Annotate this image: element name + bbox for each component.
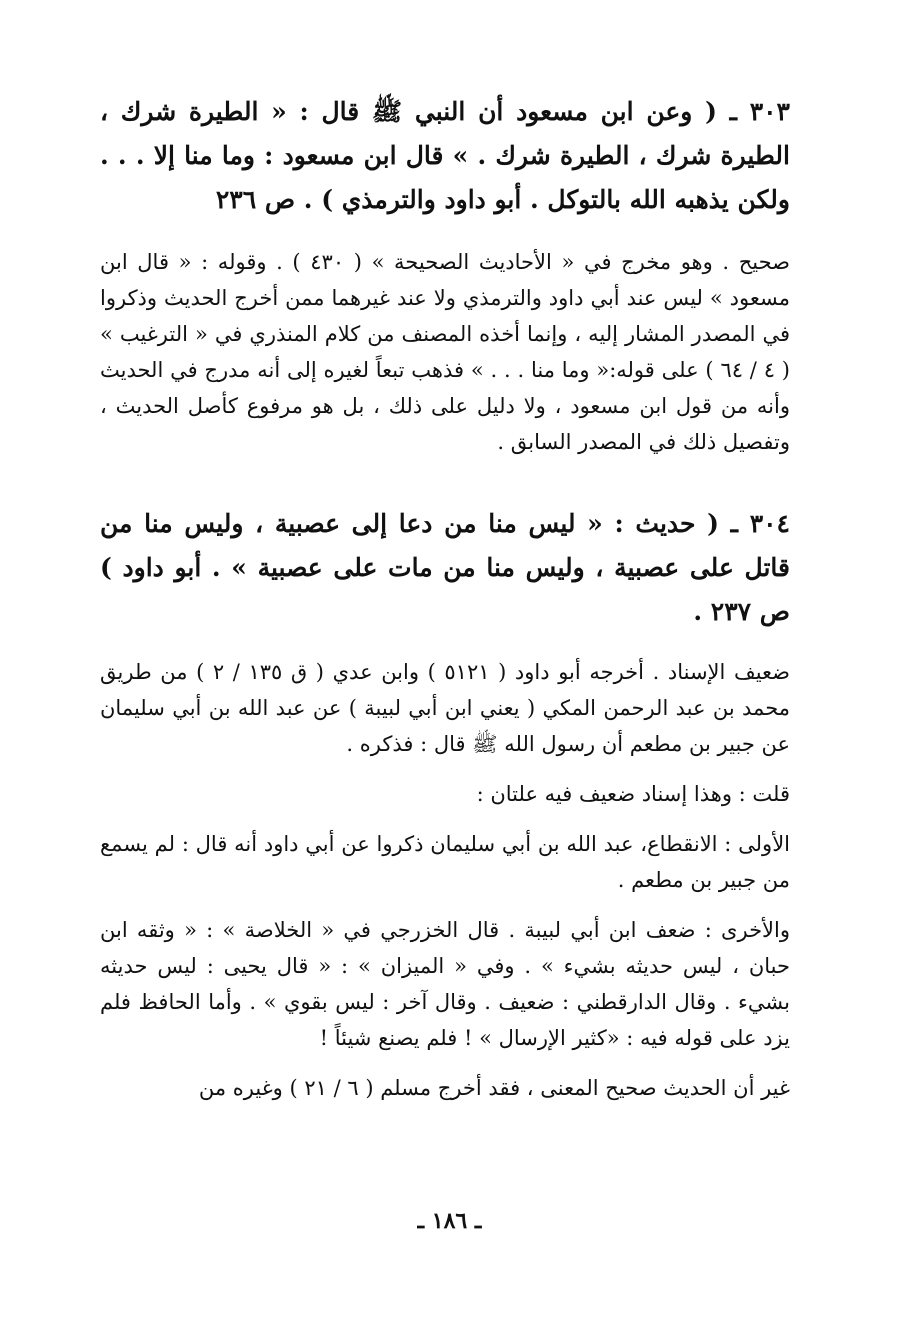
commentary-304-first-defect: الأولى : الانقطاع، عبد الله بن أبي سليمان ذكروا عن أبي داود أنه قال : لم يسمع من جبير بن مطعم .: [100, 832, 790, 892]
page-number: ـ ١٨٦ ـ: [417, 1208, 482, 1234]
hadith-303: ٣٠٣ ـ ( وعن ابن مسعود أن النبي ﷺ قال : « الطيرة شرك ، الطيرة شرك ، الطيرة شرك . » قال ابن مسعود : وما منا إلا . . . ولكن يذهبه الله بالتوكل . أبو داود والترمذي ) . ص ٢٣٦: [100, 97, 790, 214]
commentary-303: صحيح . وهو مخرج في « الأحاديث الصحيحة » ( ٤٣٠ ) . وقوله : « قال ابن مسعود » ليس عند أبي داود والترمذي ولا عند غيرهما ممن أخرج الحديث وذكروا في المصدر المشار إليه ، وإنما أخذه المصنف من كلام المنذري في « الترغيب » ( ٤ / ٦٤ ) على قوله:« وما منا . . . » فذهب تبعاً لغيره إلى أنه مدرج في الحديث وأنه من قول ابن مسعود ، ولا دليل على ذلك ، بل هو مرفوع كأصل الحديث ، وتفصيل ذلك في المصدر السابق .: [100, 250, 790, 454]
commentary-304-takhrij: ضعيف الإسناد . أخرجه أبو داود ( ٥١٢١ ) وابن عدي ( ق ١٣٥ / ٢ ) من طريق محمد بن عبد الرحمن المكي ( يعني ابن أبي لبيبة ) عن عبد الله بن أبي سليمان عن جبير بن مطعم أن رسول الله ﷺ قال : فذكره .: [100, 660, 790, 756]
commentary-304-second-defect: والأخرى : ضعف ابن أبي لبيبة . قال الخزرجي في « الخلاصة » : « وثقه ابن حبان ، ليس حديثه بشيء » . وفي « الميزان » : « قال يحيى : ليس حديثه بشيء . وقال الدارقطني : ضعيف . وقال آخر : ليس بقوي » . وأما الحافظ فلم يزد على قوله فيه : «كثير الإرسال » ! فلم يصنع شيئاً !: [100, 918, 790, 1050]
document-page: [100, 90, 790, 1106]
hadith-304: ٣٠٤ ـ ( حديث : « ليس منا من دعا إلى عصبية ، وليس منا من قاتل على عصبية ، وليس منا من مات على عصبية » . أبو داود ) ص ٢٣٧ .: [100, 509, 791, 626]
commentary-304-conclusion: غير أن الحديث صحيح المعنى ، فقد أخرج مسلم ( ٦ / ٢١ ) وغيره من: [198, 1076, 790, 1100]
commentary-304-qult: قلت : وهذا إسناد ضعيف فيه علتان :: [476, 782, 790, 806]
